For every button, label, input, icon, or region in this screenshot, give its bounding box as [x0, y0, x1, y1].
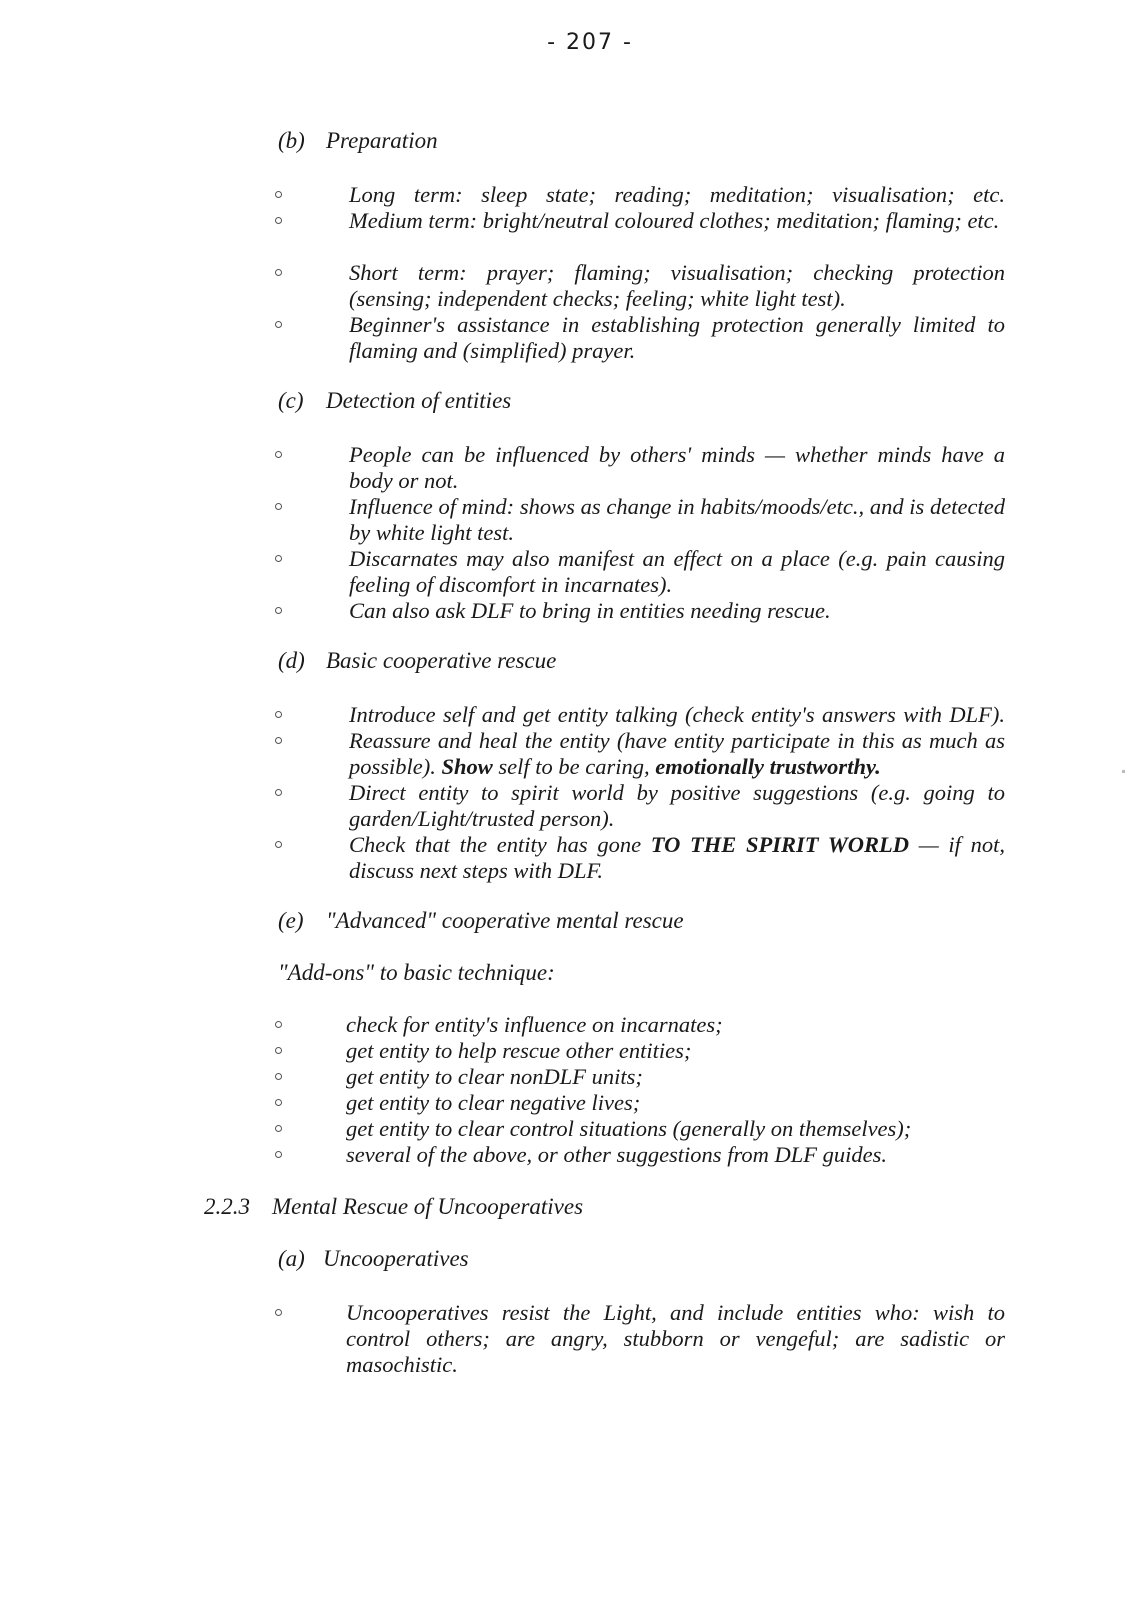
bullet-circle-icon	[275, 1125, 282, 1132]
heading-title: Detection of entities	[326, 388, 512, 413]
list-item: Influence of mind: shows as change in habits/moods/etc., and is detected by white light test.	[275, 494, 1005, 546]
list-item: get entity to clear control situations (generally on themselves);	[275, 1116, 1005, 1142]
list-item: get entity to clear nonDLF units;	[275, 1064, 1005, 1090]
page-number: - 207 -	[547, 30, 633, 55]
list-item: Long term: sleep state; reading; meditation; visualisation; etc.	[275, 182, 1005, 208]
bullet-circle-icon	[275, 191, 282, 198]
bullet-circle-icon	[275, 451, 282, 458]
bullet-circle-icon	[275, 217, 282, 224]
section-heading-mental-rescue-uncooperatives	[204, 1194, 583, 1220]
bullet-circle-icon	[275, 555, 282, 562]
list-item: Check that the entity has gone TO THE SPIRIT WORLD — if not, discuss next steps with DLF.	[275, 832, 1005, 884]
list-item: Can also ask DLF to bring in entities needing rescue.	[275, 598, 1005, 624]
heading-label: (b)	[278, 128, 305, 153]
bullet-circle-icon	[275, 321, 282, 328]
bullet-circle-icon	[275, 1073, 282, 1080]
bullet-circle-icon	[275, 1021, 282, 1028]
emphasis-text: emotionally trustworthy.	[655, 754, 881, 779]
bullet-circle-icon	[275, 1047, 282, 1054]
list-item: check for entity's influence on incarnates;	[275, 1012, 1005, 1038]
list-item: People can be influenced by others' minds — whether minds have a body or not.	[275, 442, 1005, 494]
emphasis-text: TO THE SPIRIT WORLD	[650, 832, 910, 857]
bullet-circle-icon	[275, 607, 282, 614]
section-number: 2.2.3	[204, 1194, 250, 1219]
heading-uncooperatives	[278, 1246, 469, 1272]
heading-title: Uncooperatives	[323, 1246, 469, 1271]
scan-speck	[1122, 770, 1125, 773]
list-item: get entity to help rescue other entities;	[275, 1038, 1005, 1064]
bullet-circle-icon	[275, 1309, 282, 1316]
list-item: Direct entity to spirit world by positive suggestions (e.g. going to garden/Light/trusted person).	[275, 780, 1005, 832]
heading-label: (c)	[278, 388, 304, 413]
heading-title: Preparation	[326, 128, 438, 153]
heading-title: "Advanced" cooperative mental rescue	[326, 908, 684, 933]
heading-label: (d)	[278, 648, 305, 673]
list-item: several of the above, or other suggestions from DLF guides.	[275, 1142, 1005, 1168]
section-title: Mental Rescue of Uncooperatives	[272, 1194, 584, 1219]
bullet-circle-icon	[275, 1151, 282, 1158]
bullet-circle-icon	[275, 1099, 282, 1106]
heading-preparation	[278, 128, 438, 154]
bullet-circle-icon	[275, 841, 282, 848]
addons-lead: "Add-ons" to basic technique:	[278, 960, 555, 985]
bullet-circle-icon	[275, 789, 282, 796]
list-item: Beginner's assistance in establishing protection generally limited to flaming and (simplified) prayer.	[275, 312, 1005, 364]
heading-label: (e)	[278, 908, 304, 933]
heading-title: Basic cooperative rescue	[326, 648, 557, 673]
list-item: Uncooperatives resist the Light, and include entities who: wish to control others; are angry, stubborn or vengeful; are sadistic or masochistic.	[275, 1300, 1005, 1378]
heading-label: (a)	[278, 1246, 305, 1271]
list-item: get entity to clear negative lives;	[275, 1090, 1005, 1116]
list-item: Discarnates may also manifest an effect on a place (e.g. pain causing feeling of discomfort in incarnates).	[275, 546, 1005, 598]
list-item: Medium term: bright/neutral coloured clothes; meditation; flaming; etc.	[275, 208, 1005, 234]
list-item: Reassure and heal the entity (have entity participate in this as much as possible). Show self to be caring, emotionally trustworthy.	[275, 728, 1005, 780]
bullet-circle-icon	[275, 269, 282, 276]
bullet-circle-icon	[275, 711, 282, 718]
heading-basic-cooperative-rescue	[278, 648, 556, 674]
list-item: Introduce self and get entity talking (check entity's answers with DLF).	[275, 702, 1005, 728]
heading-detection-of-entities	[278, 388, 511, 414]
list-item: Short term: prayer; flaming; visualisation; checking protection (sensing; independent checks; feeling; white light test).	[275, 260, 1005, 312]
bullet-circle-icon	[275, 737, 282, 744]
heading-advanced-cooperative-rescue	[278, 908, 684, 934]
emphasis-text: Show	[441, 754, 493, 779]
bullet-circle-icon	[275, 503, 282, 510]
